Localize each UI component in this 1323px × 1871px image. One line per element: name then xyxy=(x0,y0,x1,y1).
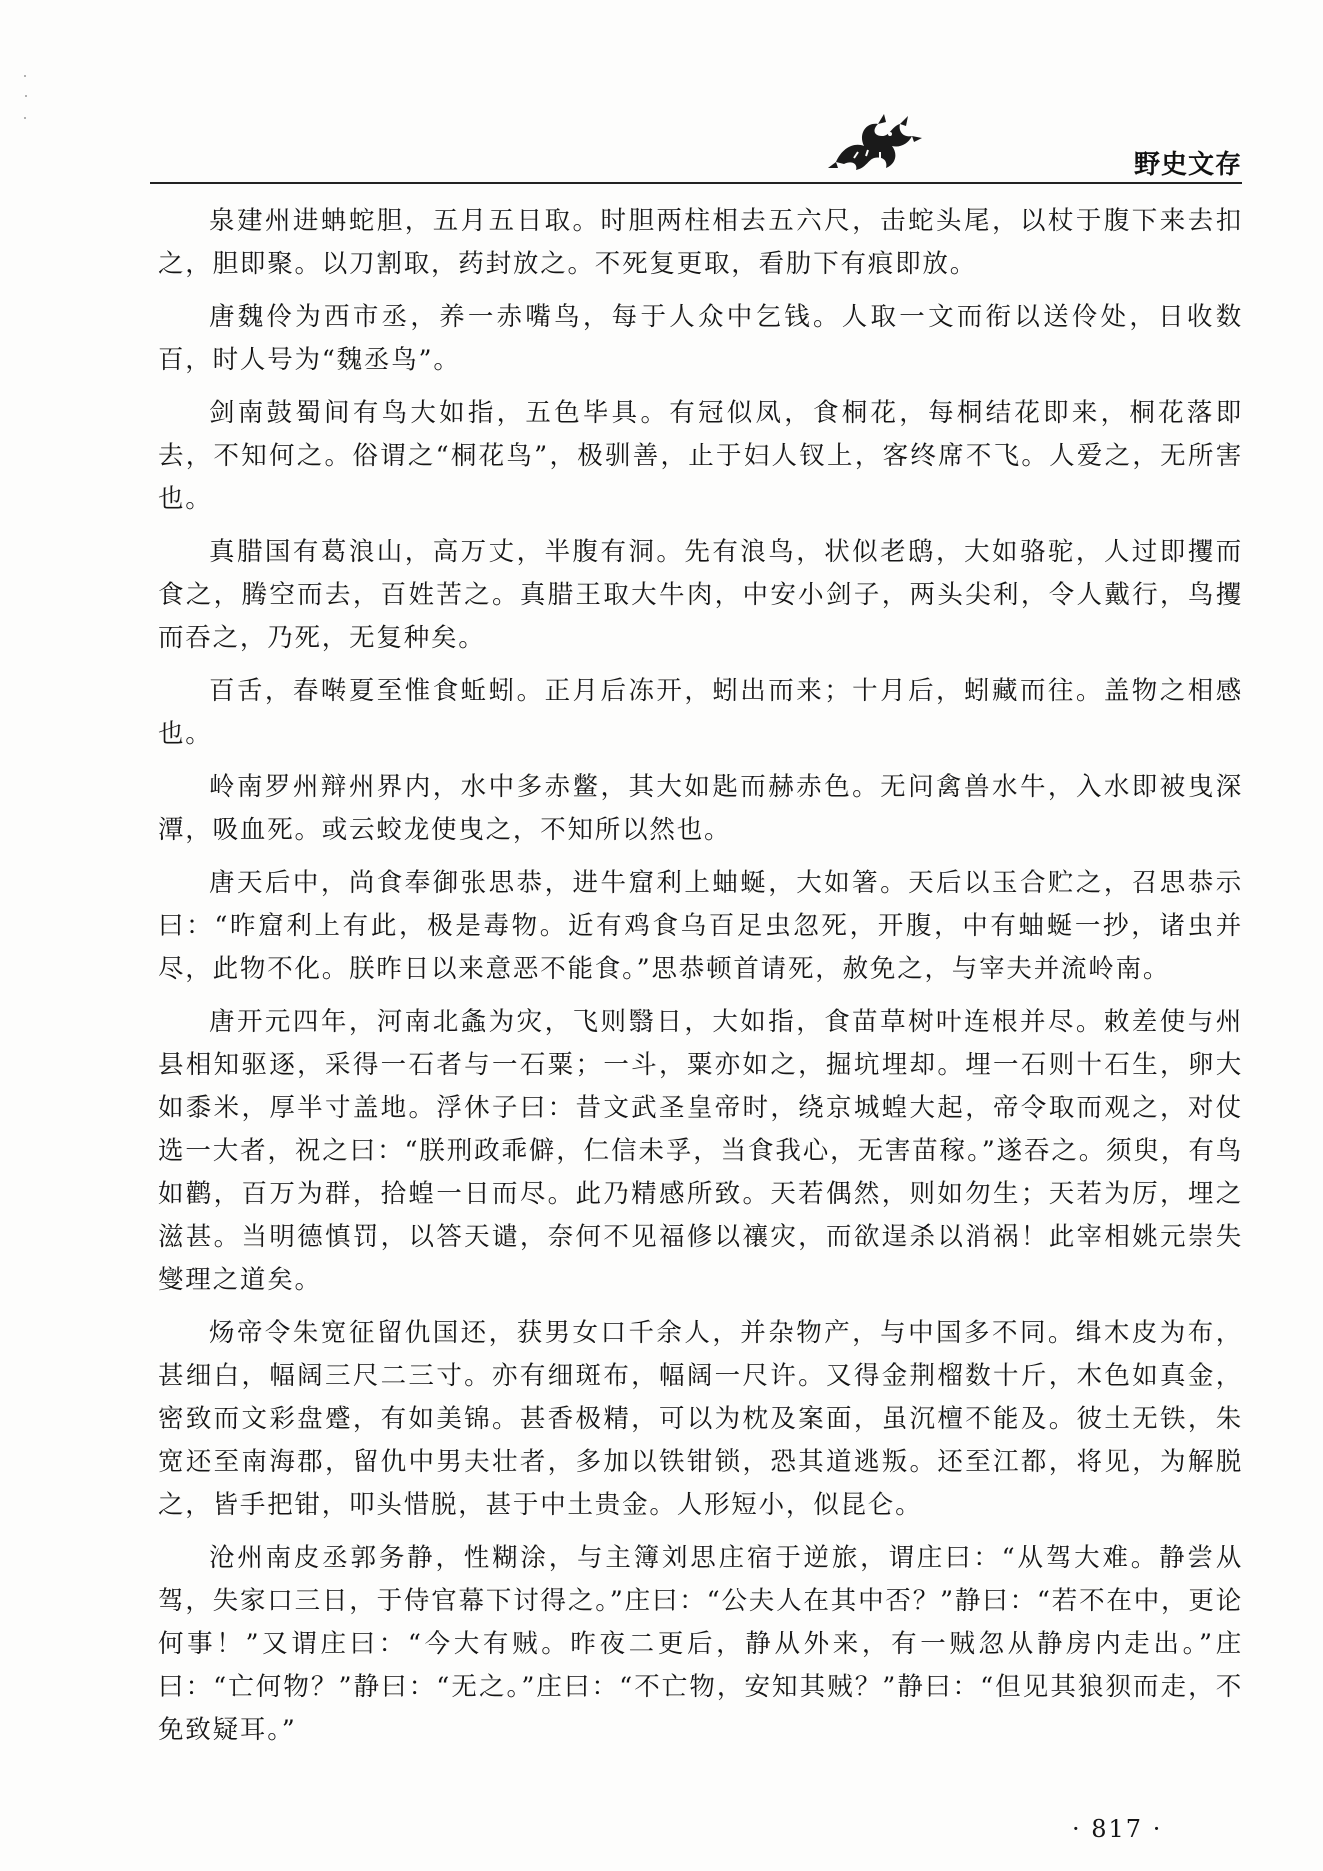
body-text xyxy=(158,200,1243,1762)
book-title: 野史文存 xyxy=(1133,150,1242,180)
page-number: · 817 · xyxy=(1072,1815,1163,1843)
margin-specks xyxy=(22,70,32,130)
paragraph: 炀帝令朱宽征留仇国还，获男女口千余人，并杂物产，与中国多不同。缉木皮为布，甚细白，幅阔三尺二三寸。亦有细斑布，幅阔一尺许。又得金荆榴数十斤，木色如真金，密致而文彩盘蹙，有如美锦。甚香极精，可以为枕及案面，虽沉檀不能及。彼土无铁，朱宽还至南海郡，留仇中男夫壮者，多加以铁钳锁，恐其道逃叛。还至江都，将见，为解脱之，皆手把钳，叩头惜脱，甚于中土贵金。人形短小，似昆仑。 xyxy=(158,1318,1243,1520)
paragraph: 剑南鼓蜀间有鸟大如指，五色毕具。有冠似凤，食桐花，每桐结花即来，桐花落即去，不知何之。俗谓之“桐花鸟”，极驯善，止于妇人钗上，客终席不飞。人爱之，无所害也。 xyxy=(158,398,1243,514)
dragon-icon xyxy=(828,112,924,178)
paragraph: 唐天后中，尚食奉御张思恭，进牛窟利上蚰蜒，大如箸。天后以玉合贮之，召思恭示曰：“昨窟利上有此，极是毒物。近有鸡食乌百足虫忽死，开腹，中有蚰蜒一抄，诸虫并尽，此物不化。朕昨日以来意恶不能食。”思恭顿首请死，赦免之，与宰夫并流岭南。 xyxy=(158,868,1243,984)
paragraph: 岭南罗州辩州界内，水中多赤鳖，其大如匙而赫赤色。无问禽兽水牛，入水即被曳深潭，吸血死。或云蛟龙使曳之，不知所以然也。 xyxy=(158,772,1243,845)
paragraph: 唐魏伶为西市丞，养一赤嘴鸟，每于人众中乞钱。人取一文而衔以送伶处，日收数百，时人号为“魏丞鸟”。 xyxy=(158,302,1243,375)
paragraph: 唐开元四年，河南北螽为灾，飞则翳日，大如指，食苗草树叶连根并尽。敕差使与州县相知驱逐，采得一石者与一石粟；一斗，粟亦如之，掘坑埋却。埋一石则十石生，卵大如黍米，厚半寸盖地。浮休子曰：昔文武圣皇帝时，绕京城蝗大起，帝令取而观之，对仗选一大者，祝之曰：“朕刑政乖僻，仁信未孚，当食我心，无害苗稼。”遂吞之。须臾，有鸟如鹳，百万为群，拾蝗一日而尽。此乃精感所致。天若偶然，则如勿生；天若为厉，埋之滋甚。当明德慎罚，以答天谴，奈何不见福修以禳灾，而欲逞杀以消祸！此宰相姚元崇失燮理之道矣。 xyxy=(158,1007,1243,1295)
paragraph: 真腊国有葛浪山，高万丈，半腹有洞。先有浪鸟，状似老鸱，大如骆驼，人过即攫而食之，腾空而去，百姓苦之。真腊王取大牛肉，中安小剑子，两头尖利，令人戴行，鸟攫而吞之，乃死，无复种矣。 xyxy=(158,537,1243,653)
paragraph: 沧州南皮丞郭务静，性糊涂，与主簿刘思庄宿于逆旅，谓庄曰：“从驾大难。静尝从驾，失家口三日，于侍官幕下讨得之。”庄曰：“公夫人在其中否？”静曰：“若不在中，更论何事！”又谓庄曰：“今大有贼。昨夜二更后，静从外来，有一贼忽从静房内走出。”庄曰：“亡何物？”静曰：“无之。”庄曰：“不亡物，安知其贼？”静曰：“但见其狼狈而走，不免致疑耳。” xyxy=(158,1543,1243,1745)
header-rule xyxy=(150,182,1242,184)
running-header xyxy=(150,112,1242,184)
paragraph: 百舌，春啭夏至惟食蚯蚓。正月后冻开，蚓出而来；十月后，蚓藏而往。盖物之相感也。 xyxy=(158,676,1243,749)
paragraph: 泉建州进蚺蛇胆，五月五日取。时胆两柱相去五六尺，击蛇头尾，以杖于腹下来去扣之，胆即聚。以刀割取，药封放之。不死复更取，看肋下有痕即放。 xyxy=(158,206,1243,279)
